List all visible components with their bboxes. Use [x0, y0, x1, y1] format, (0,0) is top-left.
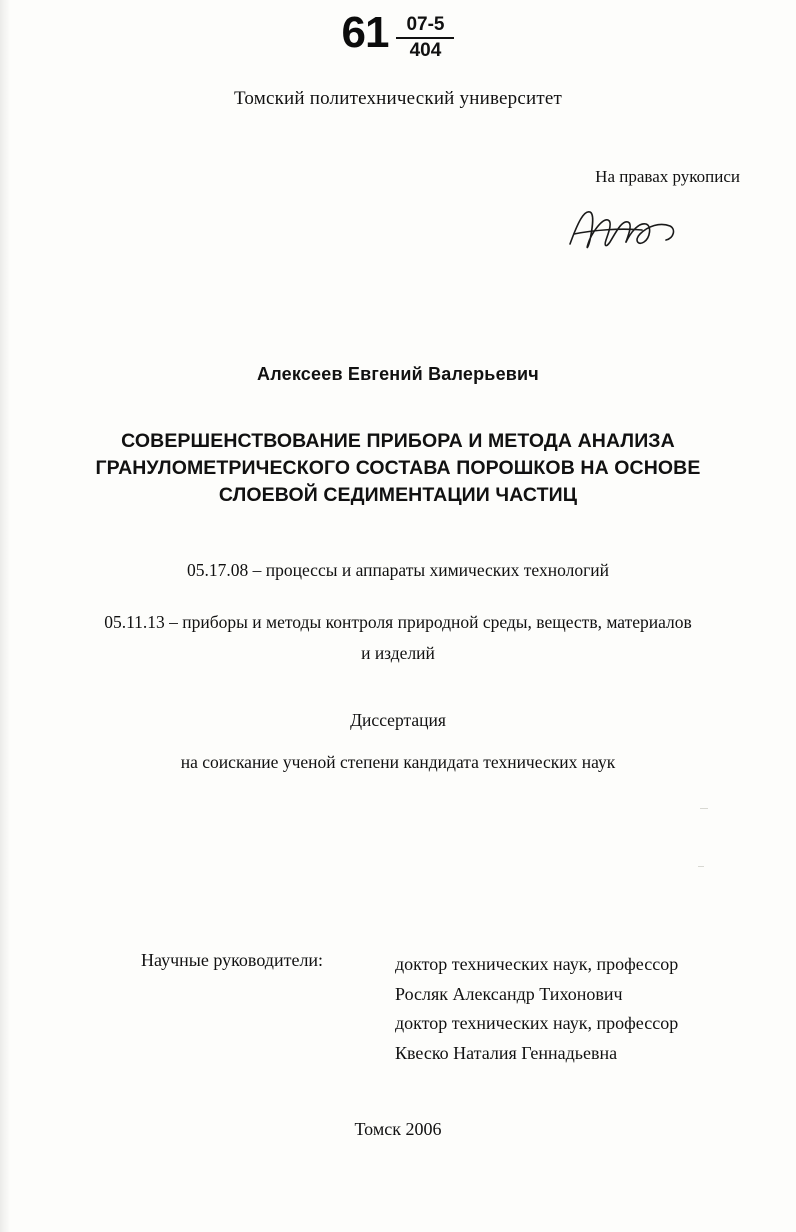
city-and-year: Томск 2006 — [354, 1119, 442, 1139]
supervisors-list — [395, 950, 678, 1068]
dissertation-title: СОВЕРШЕНСТВОВАНИЕ ПРИБОРА И МЕТОДА АНАЛИЗА ГРАНУЛОМЕТРИЧЕСКОГО СОСТАВА ПОРОШКОВ НА ОСНОВЕ СЛОЕВОЙ СЕДИМЕНТАЦИИ ЧАСТИЦ — [95, 430, 701, 506]
supervisor-line: Росляк Александр Тихонович — [395, 983, 623, 1004]
stamp-fraction-rule — [396, 37, 454, 39]
specialty-code-1: 05.17.08 – процессы и аппараты химических технологий — [187, 560, 609, 580]
scan-artifact — [698, 866, 704, 867]
scan-artifact — [700, 808, 708, 809]
scan-edge-shadow — [0, 0, 10, 1232]
handwritten-signature-icon — [564, 200, 684, 260]
specialty-code-2: 05.11.13 – приборы и методы контроля природной среды, веществ, материалов и изделий — [104, 612, 692, 663]
supervisor-line: Квеско Наталия Геннадьевна — [395, 1042, 618, 1063]
document-type: Диссертация — [350, 710, 446, 730]
supervisor-line: доктор технических наук, профессор — [395, 1013, 679, 1033]
manuscript-rights-note: На правах рукописи — [595, 167, 740, 186]
stamp-fraction-numerator: 07-5 — [406, 14, 445, 35]
stamp-number: 61 — [341, 8, 389, 57]
supervisors-label: Научные руководители: — [141, 950, 324, 970]
stamp-fraction-denominator: 404 — [409, 40, 442, 61]
author-name: Алексеев Евгений Валерьевич — [257, 364, 539, 384]
university-name: Томский политехнический университет — [234, 88, 562, 109]
supervisor-line: доктор технических наук, профессор — [395, 954, 679, 974]
library-stamp — [0, 10, 796, 61]
stamp-fraction — [396, 14, 454, 61]
degree-statement: на соискание ученой степени кандидата технических наук — [180, 752, 616, 772]
